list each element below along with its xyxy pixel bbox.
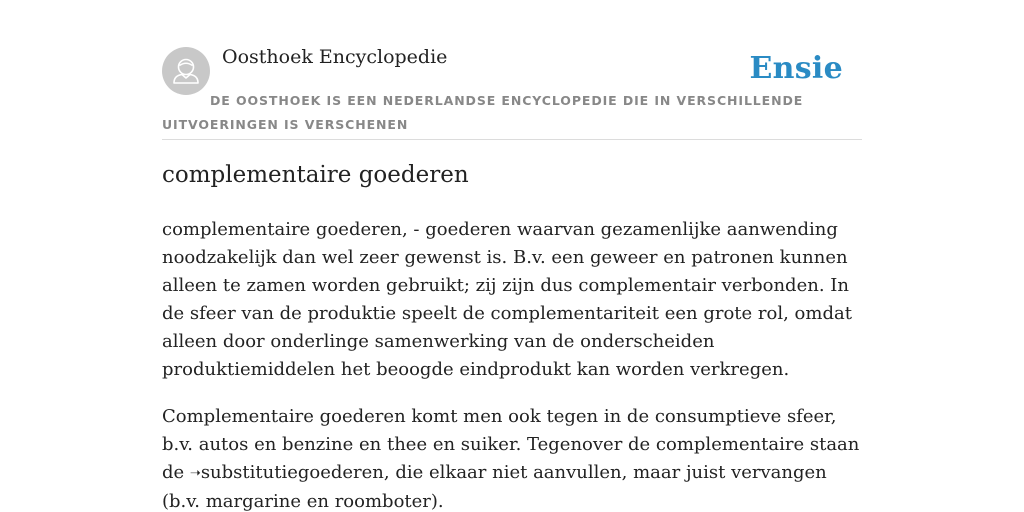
arrow-right-icon: ➝ bbox=[189, 466, 201, 481]
article-paragraph-2 bbox=[162, 403, 862, 512]
user-avatar-icon[interactable] bbox=[162, 47, 210, 95]
page-content bbox=[162, 0, 862, 512]
paragraph-2-text-end: , die elkaar niet aanvullen, maar juist vervangen (b.v. margarine en roomboter). bbox=[162, 462, 827, 512]
paragraph-2-text-start: Complementaire goederen komt men ook tegen in de consumptieve sfeer, b.v. autos en benzine en thee en suiker. Tegenover de complementaire staan de bbox=[162, 406, 860, 483]
site-header bbox=[162, 0, 862, 140]
substitutiegoederen-link[interactable] bbox=[190, 462, 384, 483]
link-text: substitutiegoederen bbox=[200, 462, 384, 483]
site-name-link[interactable]: Oosthoek Encyclopedie bbox=[222, 46, 448, 68]
ensie-logo-link[interactable]: Ensie bbox=[749, 51, 843, 86]
person-outline-icon bbox=[162, 47, 210, 95]
article-paragraph-1: complementaire goederen, - goederen waarvan gezamenlijke aanwending noodzakelijk dan wel zeer gewenst is. B.v. een geweer en patronen kunnen alleen te zamen worden gebruikt; zij zijn dus complementair verbonden. In de sfeer van de produktie speelt de complementariteit een grote rol, omdat alleen door onderlinge samenwerking van de onderscheiden produktiemiddelen het beoogde eindprodukt kan worden verkregen. bbox=[162, 219, 852, 380]
site-tagline: DE OOSTHOEK IS EEN NEDERLANDSE ENCYCLOPEDIE DIE IN VERSCHILLENDE UITVOERINGEN IS VERSCHENEN bbox=[162, 93, 804, 132]
article-title: complementaire goederen bbox=[162, 162, 469, 188]
